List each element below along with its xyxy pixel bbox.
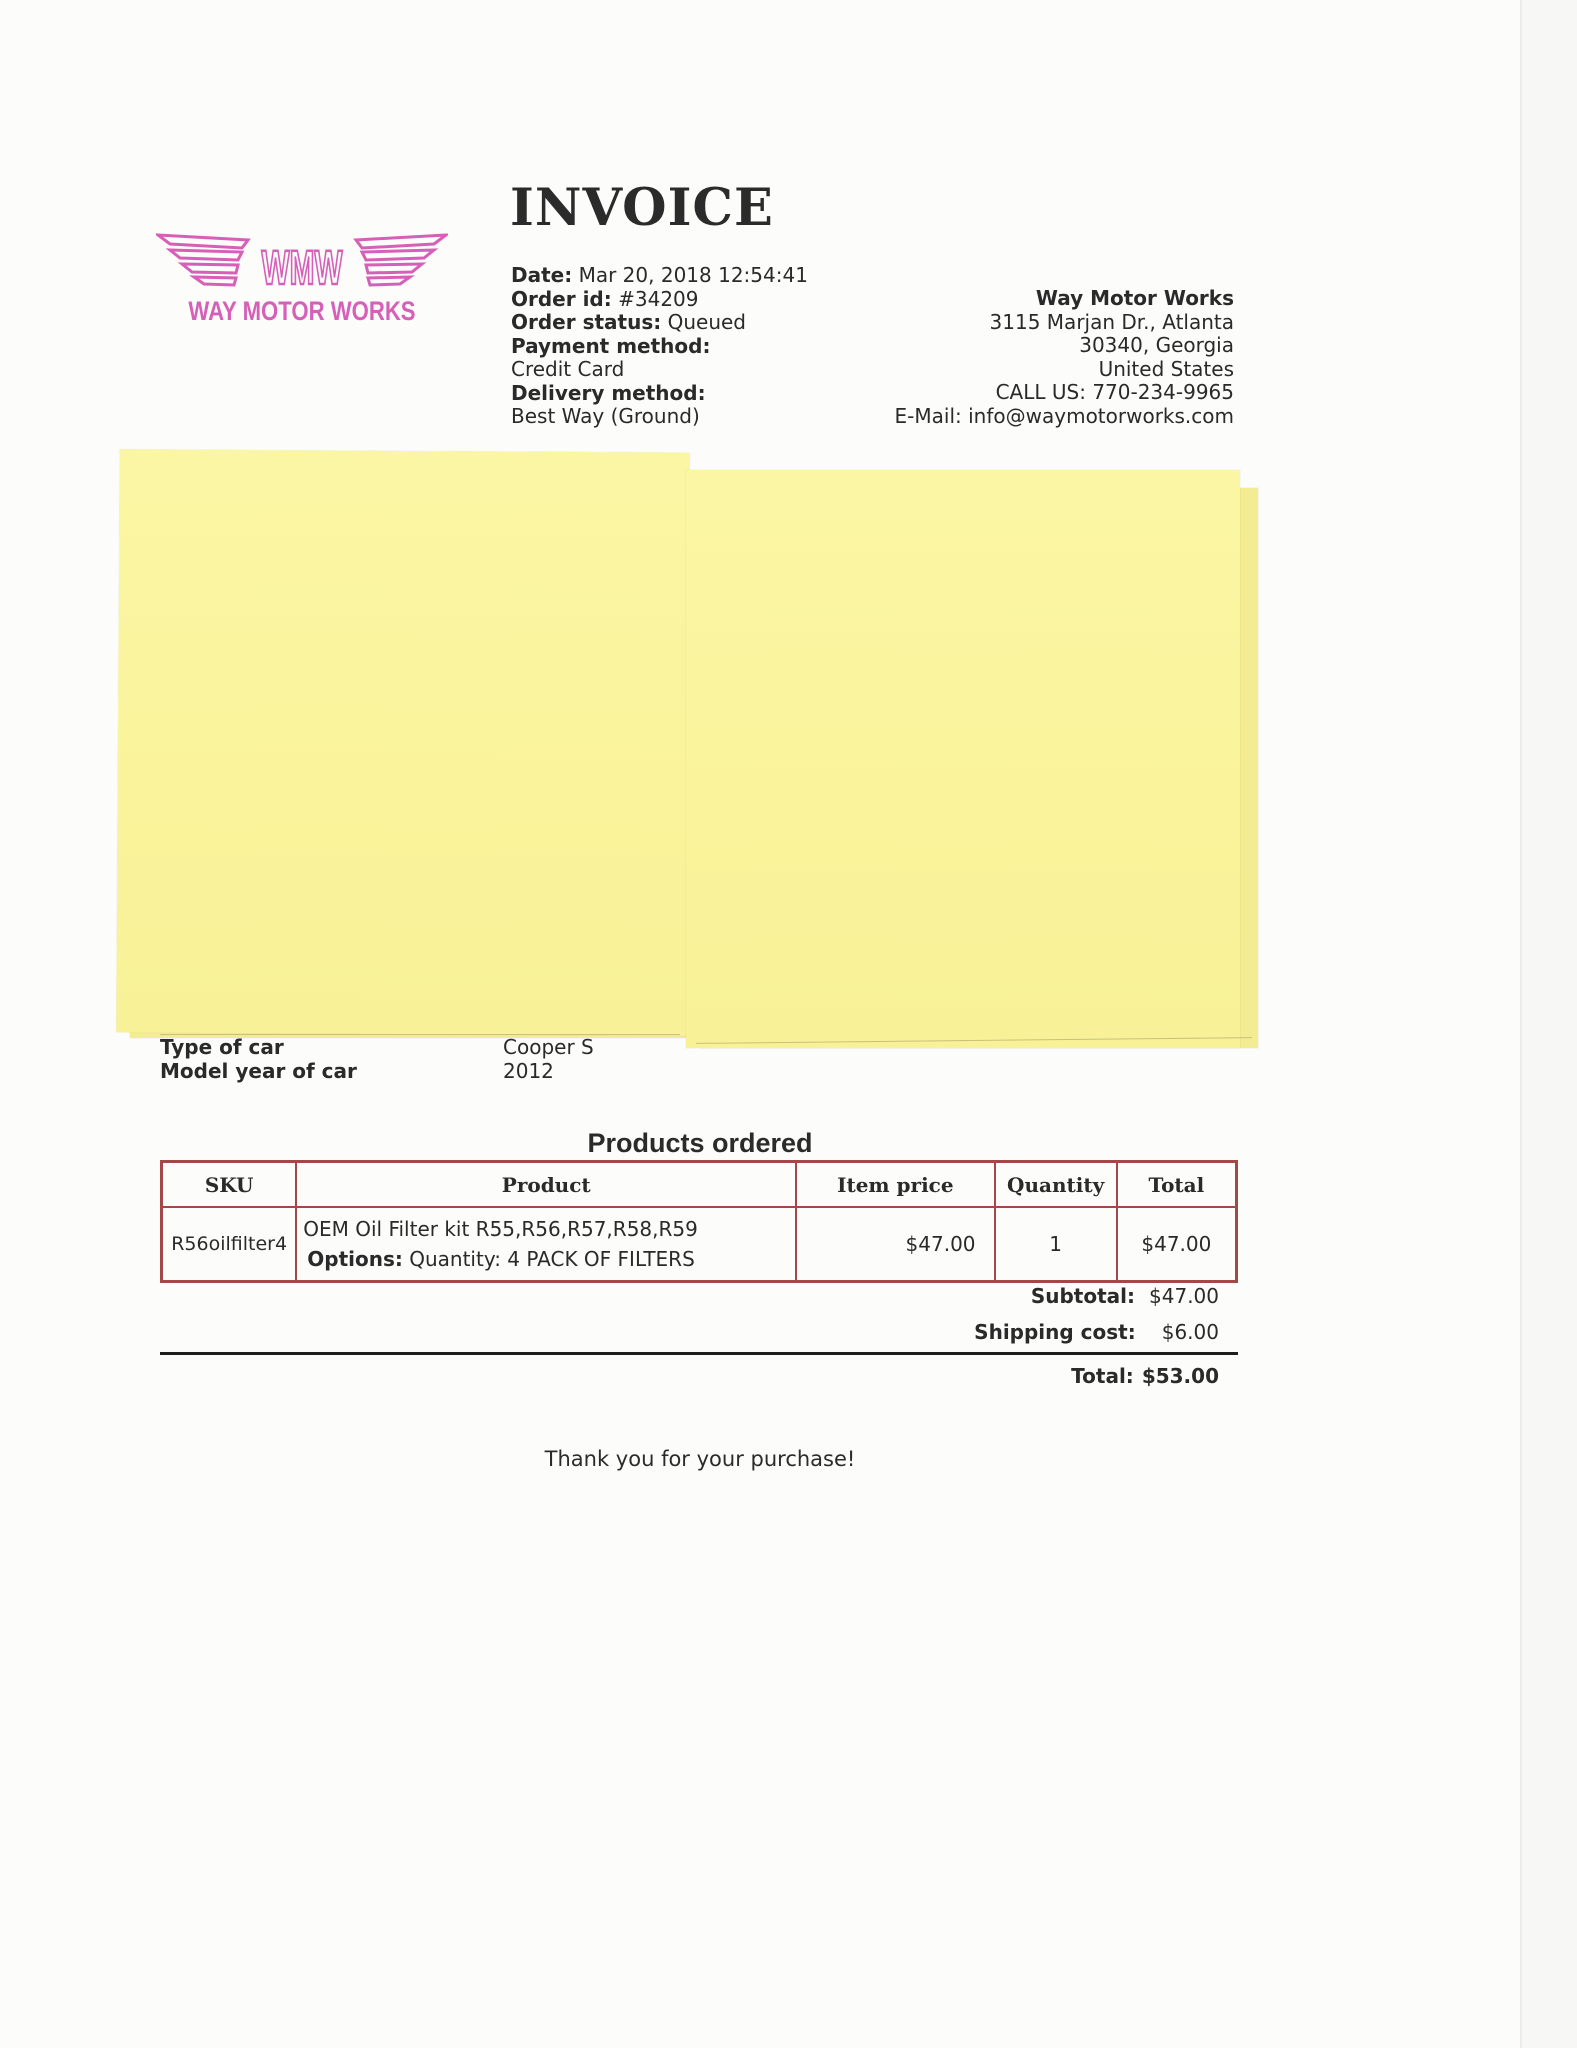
company-city: 30340, Georgia bbox=[1079, 333, 1234, 357]
column-header-quantity: Quantity bbox=[995, 1162, 1117, 1208]
sku-cell: R56oilfilter4 bbox=[162, 1207, 297, 1282]
shipping-value: $6.00 bbox=[1161, 1320, 1219, 1344]
item-price-cell: $47.00 bbox=[796, 1207, 994, 1282]
order-id: #34209 bbox=[618, 286, 699, 311]
order-status-label: Order status: bbox=[511, 310, 662, 334]
car-year-label: Model year of car bbox=[160, 1058, 357, 1083]
car-type: Cooper S bbox=[503, 1035, 594, 1059]
invoice-title: INVOICE bbox=[510, 178, 774, 238]
product-name: OEM Oil Filter kit R55,R56,R57,R58,R59 bbox=[303, 1217, 698, 1241]
shipping-cost bbox=[974, 1320, 1219, 1344]
car-year: 2012 bbox=[503, 1058, 554, 1083]
thank-you-message: Thank you for your purchase! bbox=[544, 1447, 856, 1471]
grand-total bbox=[1071, 1364, 1219, 1388]
page-edge bbox=[1520, 0, 1577, 2048]
column-header-item-price: Item price bbox=[796, 1162, 994, 1208]
delivery-method: Best Way (Ground) bbox=[511, 404, 700, 428]
order-date: Mar 20, 2018 12:54:41 bbox=[578, 263, 808, 287]
row-total-cell: $47.00 bbox=[1117, 1207, 1237, 1282]
table-row bbox=[162, 1207, 1237, 1282]
product-options: Quantity: 4 PACK OF FILTERS bbox=[409, 1247, 695, 1271]
company-name: Way Motor Works bbox=[1035, 286, 1234, 310]
column-header-total: Total bbox=[1117, 1162, 1237, 1208]
company-street: 3115 Marjan Dr., Atlanta bbox=[989, 309, 1234, 334]
delivery-method-label: Delivery method: bbox=[511, 380, 706, 405]
car-type-label: Type of car bbox=[160, 1035, 284, 1059]
company-phone: CALL US: 770-234-9965 bbox=[995, 380, 1234, 404]
redaction-note-right bbox=[686, 470, 1240, 1048]
payment-method-label: Payment method: bbox=[511, 333, 711, 358]
order-id-label: Order id: bbox=[511, 286, 612, 311]
subtotal-value: $47.00 bbox=[1149, 1284, 1219, 1308]
total-value: $53.00 bbox=[1141, 1364, 1219, 1388]
quantity-cell: 1 bbox=[995, 1207, 1117, 1282]
car-info bbox=[160, 1036, 594, 1083]
order-status: Queued bbox=[667, 310, 746, 334]
column-header-sku: SKU bbox=[162, 1162, 297, 1208]
logo-monogram: WMW bbox=[261, 241, 343, 295]
company-logo bbox=[156, 232, 448, 338]
shipping-label: Shipping cost: bbox=[974, 1320, 1136, 1344]
order-info bbox=[511, 264, 808, 429]
totals-divider bbox=[160, 1352, 1238, 1355]
subtotal bbox=[1031, 1284, 1219, 1308]
product-cell bbox=[296, 1207, 796, 1282]
logo-text: WAY MOTOR WORKS bbox=[188, 296, 416, 326]
redaction-note-left bbox=[116, 449, 690, 1035]
column-header-product: Product bbox=[296, 1162, 796, 1208]
options-label: Options: bbox=[307, 1247, 403, 1271]
company-country: United States bbox=[1098, 356, 1234, 381]
payment-method: Credit Card bbox=[511, 357, 625, 381]
products-table bbox=[160, 1160, 1238, 1283]
company-address bbox=[895, 287, 1234, 428]
date-label: Date: bbox=[511, 263, 573, 287]
table-header-row bbox=[162, 1162, 1237, 1208]
winged-emblem-icon bbox=[156, 232, 448, 298]
company-email: E-Mail: info@waymotorworks.com bbox=[894, 403, 1234, 428]
total-label: Total: bbox=[1071, 1364, 1134, 1388]
products-title: Products ordered bbox=[587, 1128, 813, 1158]
subtotal-label: Subtotal: bbox=[1030, 1284, 1136, 1308]
